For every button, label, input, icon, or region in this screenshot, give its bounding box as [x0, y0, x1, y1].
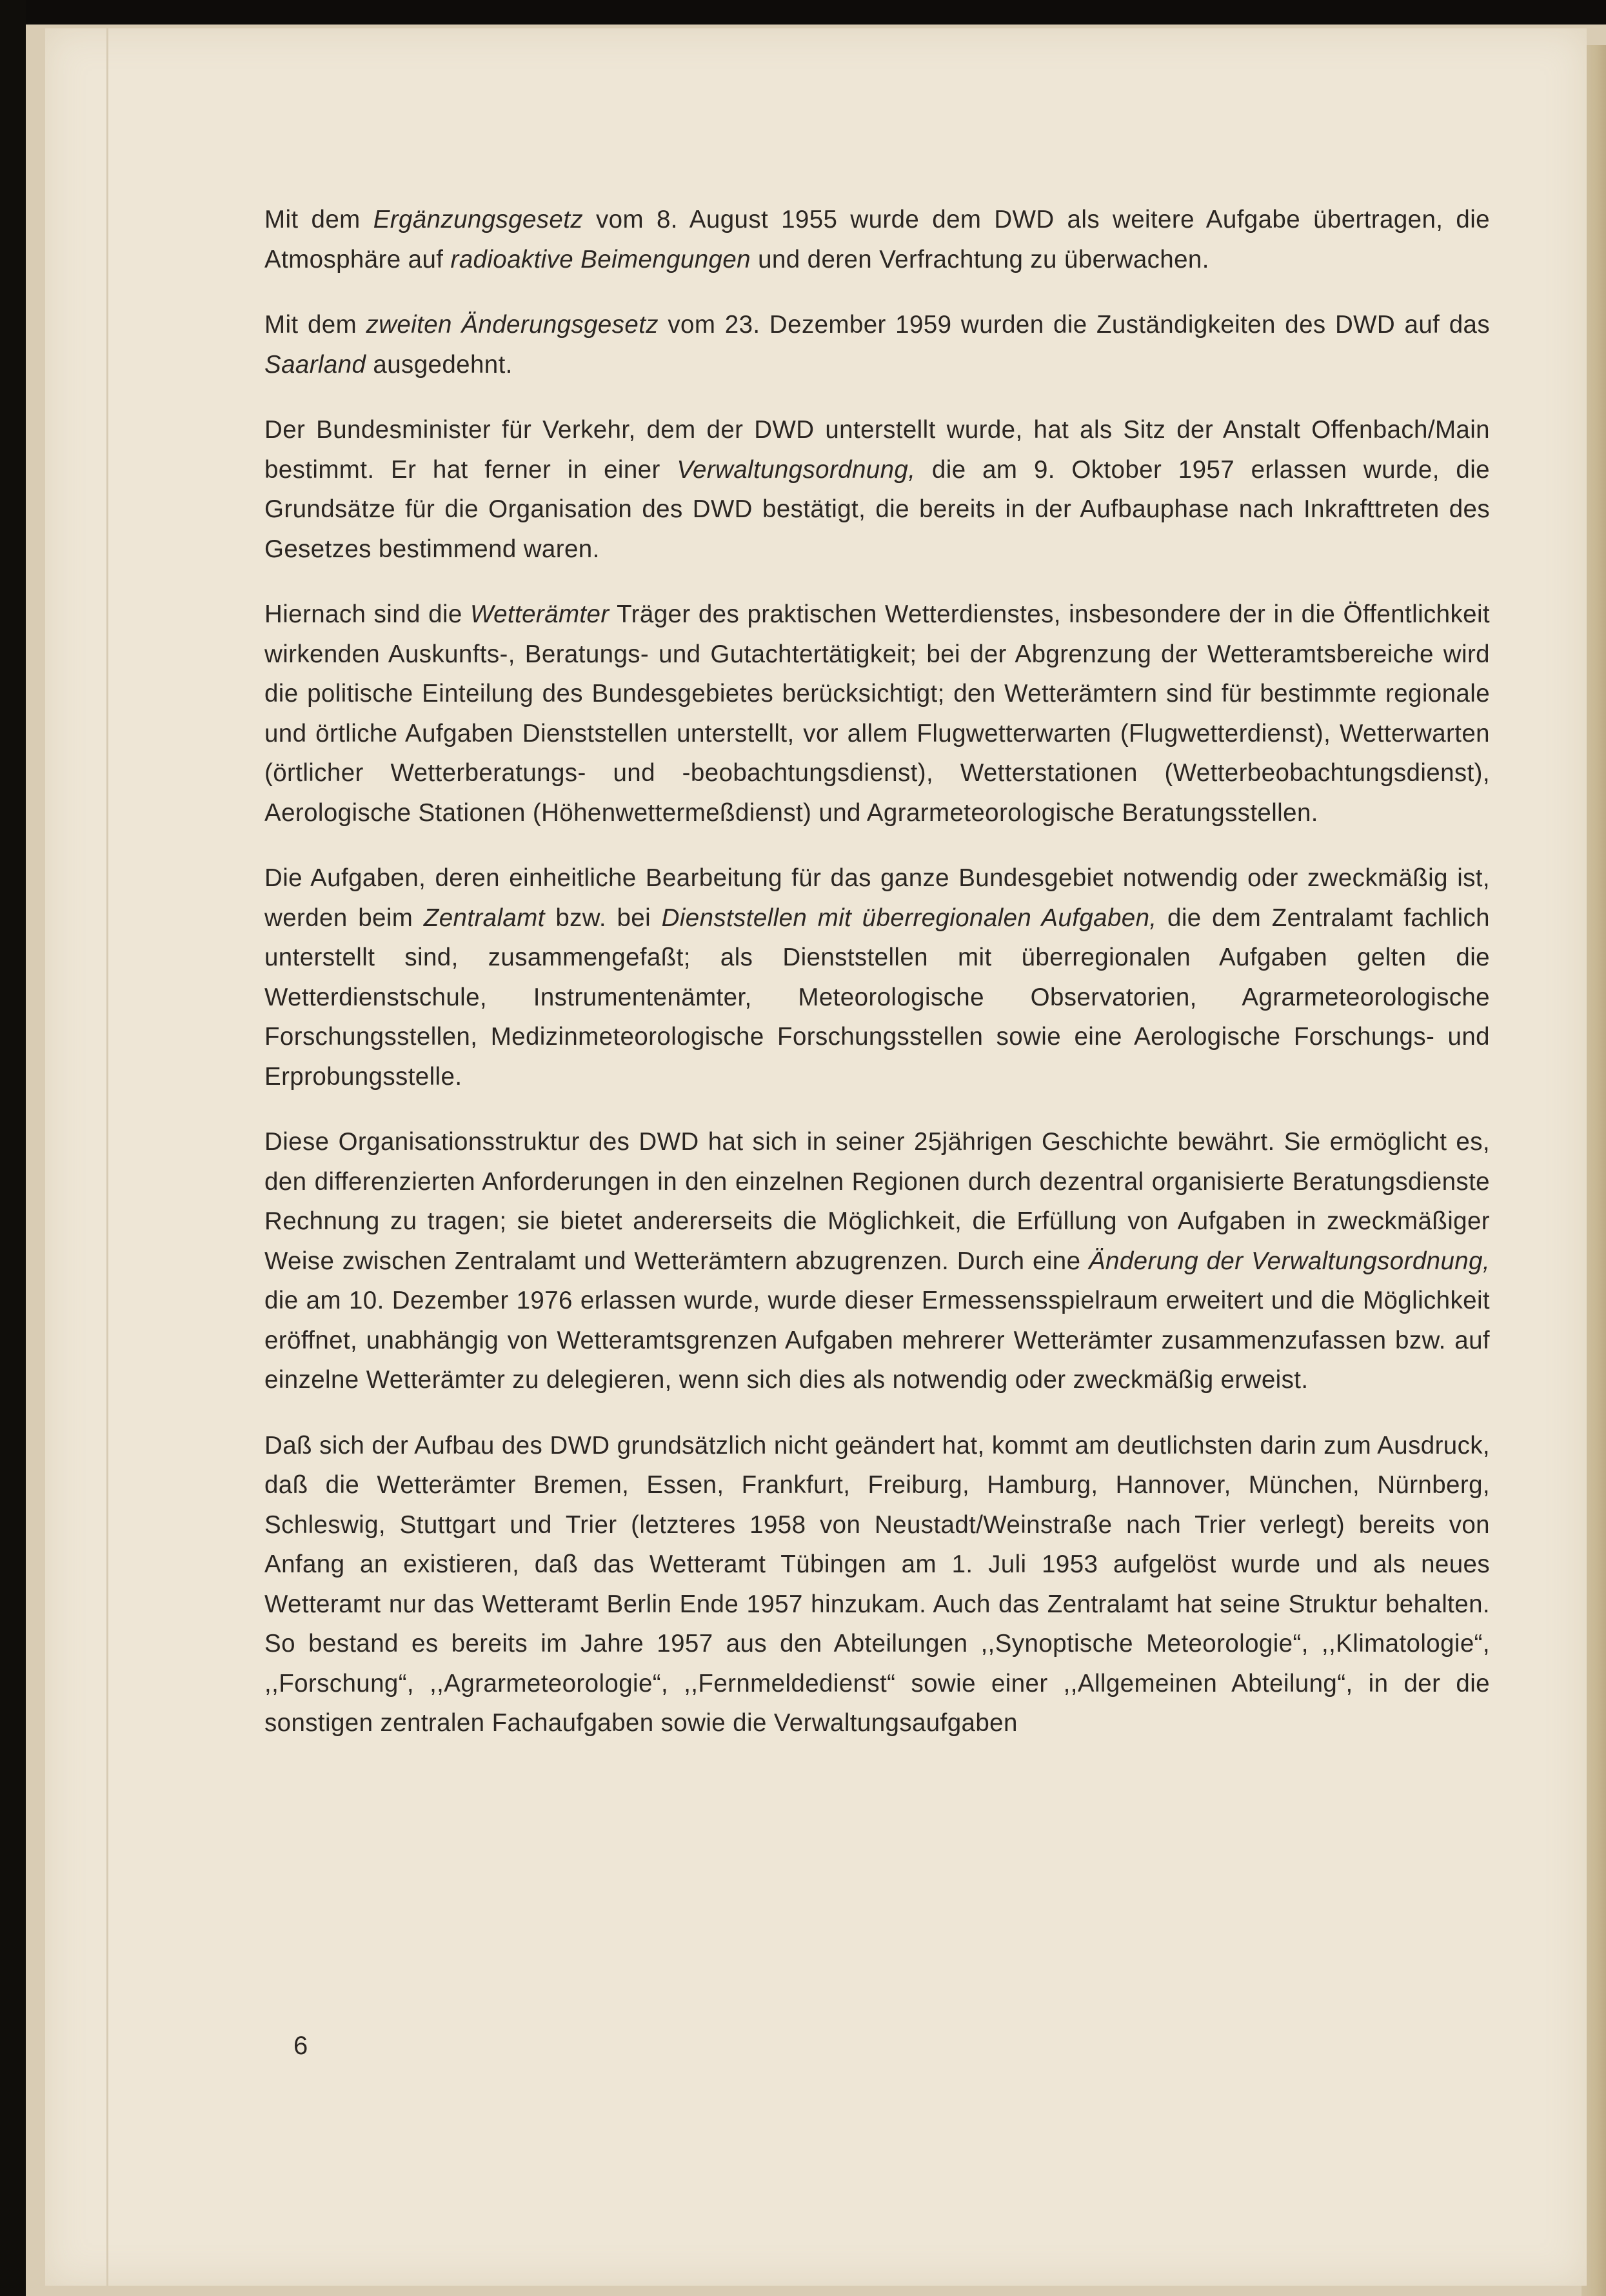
text-run: vom 23. Dezember 1959 wurden die Zuständigkeiten des DWD auf das — [658, 311, 1490, 339]
paragraph-1 — [264, 200, 1490, 279]
emphasis-text: Ergänzungsgesetz — [373, 206, 583, 233]
text-run: die dem Zentralamt fachlich unterstellt sind, zusammengefaßt; als Dienststellen mit überregionalen Aufgaben gelten die Wetterdienstschule, Instrumentenämter, Meteorologische Observatorien, Agrarmeteorologische Forschungsstellen, Medizinmeteorologische Forschungsstellen sowie eine Aerologische Forschungs- und Erprobungsstelle. — [264, 904, 1490, 1091]
text-run: ausgedehnt. — [366, 350, 513, 379]
paragraph-5 — [264, 858, 1490, 1096]
paragraph-6 — [264, 1122, 1490, 1400]
text-run: Der Bundesminister für Verkehr, dem der DWD unterstellt wurde, hat als Sitz der Anstalt Offenbach/Main bestimmt. Er hat ferner in einer — [264, 416, 1490, 484]
text-run: die am 10. Dezember 1976 erlassen wurde, wurde dieser Ermessensspielraum erweitert und die Möglichkeit eröffnet, unabhängig von Wetteramtsgrenzen Aufgaben mehrerer Wetterämter zusammenzufassen bzw. auf einzelne Wetterämter zu delegieren, wenn sich dies als notwendig oder zweckmäßig erweist. — [264, 1287, 1490, 1394]
text-run: die am 9. Oktober 1957 erlassen wurde, die Grundsätze für die Organisation des DWD bestätigt, die bereits in der Aufbauphase nach Inkrafttreten des Gesetzes bestimmend waren. — [264, 455, 1490, 563]
emphasis-text: Wetterämter — [470, 600, 610, 628]
scan-border-left — [0, 0, 26, 2296]
text-run: bzw. bei — [544, 904, 662, 932]
paragraph-7 — [264, 1426, 1490, 1743]
page-number: 6 — [293, 2032, 308, 2060]
paragraph-2 — [264, 305, 1490, 384]
paragraph-3 — [264, 410, 1490, 569]
emphasis-text: Verwaltungsordnung, — [677, 455, 916, 484]
text-run: Mit dem — [264, 311, 366, 339]
scan-border-top — [0, 0, 1606, 25]
text-run: vom 8. August 1955 wurde dem DWD als weitere Aufgabe übertragen, die Atmosphäre auf — [264, 206, 1490, 273]
emphasis-text: Änderung der Verwaltungsordnung, — [1088, 1247, 1490, 1275]
emphasis-text: Dienststellen mit überregionalen Aufgaben, — [661, 904, 1157, 932]
emphasis-text: Saarland — [264, 350, 366, 379]
text-run: Mit dem — [264, 206, 373, 233]
text-run: Träger des praktischen Wetterdienstes, insbesondere der in die Öffentlichkeit wirkenden Auskunfts-, Beratungs- und Gutachtertätigkeit; bei der Abgrenzung der Wetteramtsbereiche wird die politische Einteilung des Bundesgebietes berücksichtigt; den Wetterämtern sind für bestimmte regionale und örtliche Aufgaben Dienststellen unterstellt, vor allem Flugwetterwarten (Flugwetterdienst), Wetterwarten (örtlicher Wetterberatungs- und -beobachtungsdienst), Wetterstationen (Wetterbeobachtungsdienst), Aerologische Stationen (Höhenwettermeßdienst) und Agrarmeteorologische Beratungsstellen. — [264, 600, 1491, 827]
paragraph-4 — [264, 595, 1490, 833]
emphasis-text: zweiten Änderungsgesetz — [366, 311, 659, 339]
text-run: Hiernach sind die — [264, 600, 471, 628]
text-run: Daß sich der Aufbau des DWD grundsätzlich nicht geändert hat, kommt am deutlichsten darin zum Ausdruck, daß die Wetterämter Bremen, Essen, Frankfurt, Freiburg, Hamburg, Hannover, München, Nürnberg, Schleswig, Stuttgart und Trier (letzteres 1958 von Neustadt/Weinstraße nach Trier verlegt) bereits von Anfang an existieren, daß das Wetteramt Tübingen am 1. Juli 1953 aufgelöst wurde und als neues Wetteramt nur das Wetteramt Berlin Ende 1957 hinzukam. Auch das Zentralamt hat seine Struktur behalten. So bestand es bereits im Jahre 1957 aus den Abteilungen ,,Synoptische Meteorologie“, ,,Klimatologie“, ,,Forschung“, ,,Agrarmeteorologie“, ,,Fernmeldedienst“ sowie einer ,,Allgemeinen Abteilung“, in der die sonstigen zentralen Fachaufgaben sowie die Verwaltungsaufgaben — [264, 1431, 1490, 1737]
text-run: Diese Organisationsstruktur des DWD hat sich in seiner 25jährigen Geschichte bewährt. Sie ermöglicht es, den differenzierten Anforderungen in den einzelnen Regionen durch dezentral organisierte Beratungsdienste Rechnung zu tragen; sie bietet andererseits die Möglichkeit, die Erfüllung von Aufgaben in zweckmäßiger Weise zwischen Zentralamt und Wetterämtern abzugrenzen. Durch eine — [264, 1128, 1490, 1275]
text-run: und deren Verfrachtung zu überwachen. — [751, 245, 1209, 273]
body-text — [264, 200, 1490, 1769]
emphasis-text: radioaktive Beimengungen — [450, 245, 751, 273]
text-run: Die Aufgaben, deren einheitliche Bearbeitung für das ganze Bundesgebiet notwendig oder zweckmäßig ist, werden beim — [264, 864, 1490, 932]
emphasis-text: Zentralamt — [423, 904, 545, 932]
page-inner-edge — [106, 28, 108, 2286]
